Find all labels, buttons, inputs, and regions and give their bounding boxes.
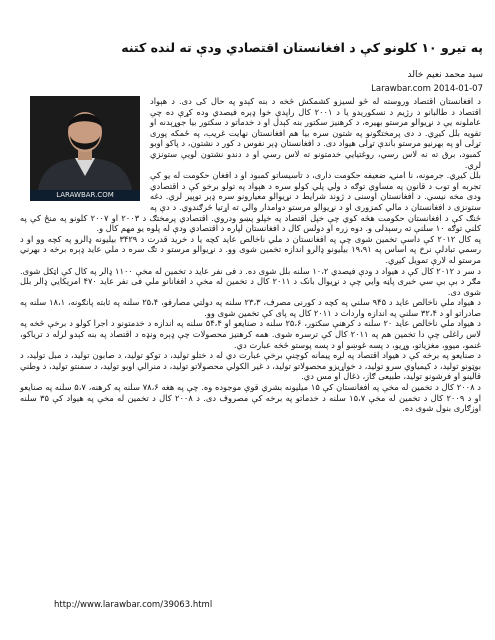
paragraph-8: د ۲۰۰۸ کال د تخمین له مخې په افغانستان کې ۱۵ میلیونه بشري قوې موجوده وه. چې په هغه ۷۸،۶ سلنه په کرهنه، ۵،۷ سلنه په صنایعو او د ۲۰۰۹ کال د تخمین له مخې ۱۵،۷ سلنه د خدماتو په برخه کې مصروف دی. د ۲۰۰۸ کال د تخمین له مخې په هیواد کې ۳۵ سلنه اوزګاری بنول شوی ده. [20,382,481,414]
photo-spacer [20,96,150,210]
photo-caption: LARAWBAR.COM [30,190,140,201]
paragraph-7: د صنایعو په برخه کې د هیواد اقتصاد په لږه پیمانه کوچنې برخې عبارت دي له د ختلو تولید، د توکو تولید، د صابون تولید، د مبل تولید، د بوټونو تولید، د کیمیاوي سرو تولید، د خواړیزو محصولاتو تولید، د غیر الکولي محصولاتو تولید، د منرالي اوبو تولید، د سمنتو تولید، د وطني قالینو او فرشونو تولید، طبیعی ګاز، ذغال او مس دي. [20,350,481,382]
paragraph-6: د هیواد ملي ناخالص عاید ۲۰ سلنه د کرهنې سکتور، ۲۵،۶ سلنه د صنایعو او ۵۴،۴ سلنه په اندازه د خدمتونو د اجرا کولو د برخې څخه په لاس راغلی چې دا تخمین هم په ۲۰۱۱ کال کې ترسره شوی. همه کرهنیز محصولات چې ډېره ونډه د اقتصاد په بنه کېدو لرله د ترياکو، غنمو، میوو، مغزیاتو، وړیو، د پسه غوښو او د پسه پوستو څخه عبارت دي. [20,318,481,350]
article-body [20,96,481,414]
source-line: Larawbar.com 2014-01-07 [371,84,483,94]
article-url[interactable]: http://www.larawbar.com/39063.html [54,600,213,610]
paragraph-2: بلل کیږي. جرمونه، نا امنۍ، ضعیفه حکومت داری، د تاسیساتو کمبود او د افغان حکومت له یو کې تجربه او توب د قانون په مساوي توګه د ولي پلي کولو سره د هېواد په تولو برخو کې د اقتصادي ودی مخه نیسي. د افغانستان اوسنی د ژوند شرایط د نړیوالو معیارونو سره ډېر توپیر لري. دغه ستونزی د افغانستان د مالي کمزوری او د نړیوالو مرستو دوامدار والي ته اړتیا څرګندوي. د دې په څنګ کې د افغانستان حکومت هڅه کوي چې خپل اقتصاد په خپلو پښو ودروي. اقتصادي پرمختګ د ۲۰۰۳ او ۲۰۰۷ کلونو په منځ کې په کلني توګه ۱۰ سلنې ته رسېدلی و. دوه زره او دولس کال د افغانستان لپاره د اقتصادي ودې له پلوه یو مهم کال و. [20,170,482,234]
paragraph-1: د افغانستان اقتصاد وروسته له څو لسیزو کشمکش څخه د بنه کېدو په حال کی دی. د هېواد اقتصاد د طالبانو د رژیم د نسکوریدو یا د ۲۰۰۱ کال راپدې خوا ډېره فیصدي وده کړې ده چې عاملونه يې د نړیوالو مرستو بهیره، د کرهنیز سکتور بنه کېدل او د خدماتو د سکتور بیا جوړېدنه او تقویه بلل کیږي. د دی پرمختګونو په شتون سره بیا هم افغانستان نهایت غریب، په ځمکه پوری تړلی او په بهرنیو مرستو باندې تړلی هیواد دی. د افغانستان ډېر نفوس د کور د نشتون، د پاکو اوبو کمبود، برق ته نه لاس رسي، روغتیایي خدمتونو ته لاس رسي او د دندو نشتون لویې ستونزي لري. [150,96,482,170]
paragraph-4: د سر د ۲۰۱۲ کال کې د هیواد د ودې فیصدي ۱۰،۲ سلنه بلل شوی ده. د فی نفر عاید د تخمین له مخې ۱۱۰۰ ډالر په کال کې اټکل شوی. مګر د بې بې سي خبری پاڼه وايي چې د نړیوال بانک د ۲۰۱۱ کال د تخمین له مخې د افغانانو ملي فی نفر عاید ۴۷۰ امریکایي ډالر بلل شوی دی. [20,265,481,297]
paragraph-5: د هیواد ملي ناخالص عاید د ۹۴۵ سلني په کچه د کورنی مصرف، ۲۳،۳ سلنه په دولتي مصارفو، ۲۵،۴ سلنه په ثابته پانګونه، ۱۸،۱ سلنه په صادراتو او د ۳۲،۴ سلني په اندازه واردات د ۲۰۱۱ کال په پای کې تخمین شوی وو. [20,297,481,318]
paragraph-3: په کال ۲۰۱۲ کې داسې تخمین شوی چې په افغانستان د ملي ناخالص عاید کچه یا د خرید قدرت د ۳۴۲۹ بیلیونه ډالرو په کچه وو او د رسمي تبادلې نرخ په اساس په ۱۹،۹۱ بیلیونو ډالرو اندازه تخمین شوی وو. د نړیوالو مرستو د تګ سره د ملي عاید ډېره برخه د بهرني مرستو له لارې تمویل کیږي. [20,233,481,265]
article-title: په تیرو ۱۰ کلونو کې د افغانستان اقتصادي ودې ته لنده کتنه [121,40,483,55]
author-name: سید محمد نعیم خالد [407,70,483,80]
